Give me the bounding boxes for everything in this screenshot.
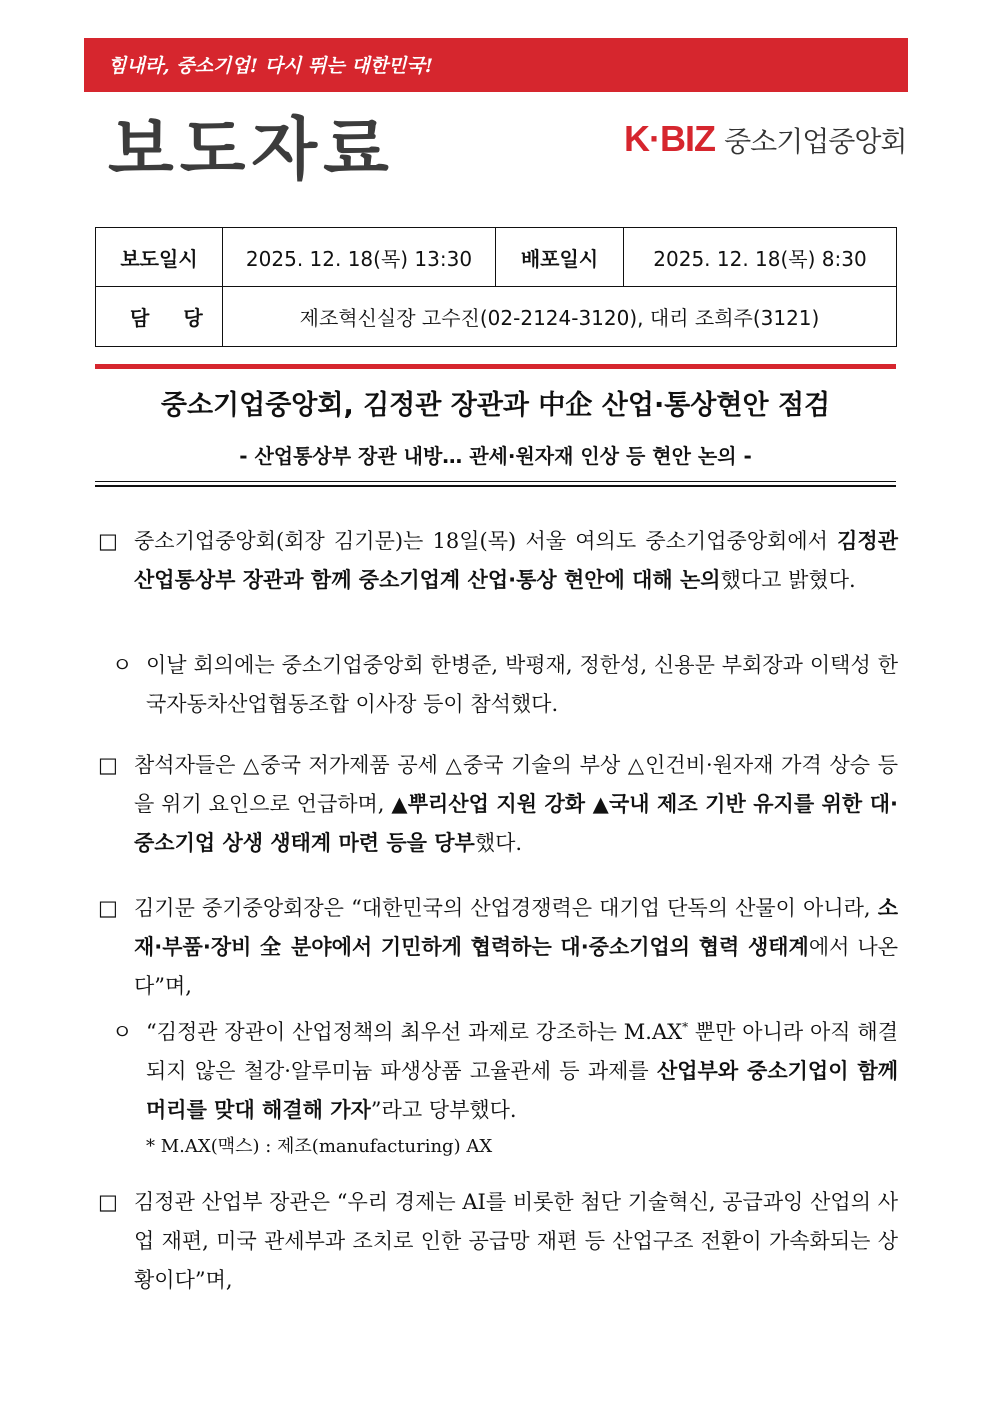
release-info-table [95,227,897,347]
square-bullet-icon: □ [98,753,118,777]
kbiz-logo [624,118,906,160]
press-subtitle: - 산업통상부 장관 내방… 관세·원자재 인상 등 현안 논의 - [239,444,752,468]
paragraph-2: □ 참석자들은 △중국 저가제품 공세 △중국 기술의 부상 △인건비·원자재 가격 상승 등을 위기 요인으로 언급하며, ▲뿌리산업 지원 강화 ▲국내 제조 기반 유지를 위한 대·중소기업 상생 생태계 마련 등을 당부했다. [98,746,898,863]
distribution-date-value: 2025. 12. 18(목) 8:30 [624,228,897,287]
circle-bullet-icon: ㅇ [112,1020,133,1044]
logo-mark: K·BIZ [624,118,715,159]
title-divider [95,364,896,369]
document-type-heading: 보도자료 [108,111,395,190]
slogan-banner [84,38,908,92]
press-title: 중소기업중앙회, 김정관 장관과 中企 산업·통상현안 점검 [160,390,831,421]
distribution-date-label: 배포일시 [496,228,624,287]
square-bullet-icon: □ [98,1190,118,1214]
footnote: * M.AX(맥스) : 제조(manufacturing) AX [146,1136,493,1157]
paragraph-1-sub: ㅇ 이날 회의에는 중소기업중앙회 한병준, 박평재, 정한성, 신용문 부회장과 이택성 한국자동차산업협동조합 이사장 등이 참석했다. [112,646,898,724]
paragraph-4: □ 김정관 산업부 장관은 “우리 경제는 AI를 비롯한 첨단 기술혁신, 공급과잉 산업의 사업 재편, 미국 관세부과 조치로 인한 공급망 재편 등 산업구조 전환이 가속화되는 상황이다”며, [98,1183,898,1300]
paragraph-3: □ 김기문 중기중앙회장은 “대한민국의 산업경쟁력은 대기업 단독의 산물이 아니라, 소재·부품·장비 全 분야에서 기민하게 협력하는 대·중소기업의 협력 생태계에서 나온다”며, [98,889,898,1006]
square-bullet-icon: □ [98,896,118,920]
circle-bullet-icon: ㅇ [112,653,133,677]
square-bullet-icon: □ [98,529,118,553]
paragraph-3-sub: ㅇ “김정관 장관이 산업정책의 최우선 과제로 강조하는 M.AX* 뿐만 아니라 아직 해결되지 않은 철강·알루미늄 파생상품 고율관세 등 과제를 산업부와 중소기업이 함께 머리를 맞대 해결해 가자”라고 당부했다. [112,1013,898,1130]
manager-label: 담당 [96,287,223,347]
release-date-value: 2025. 12. 18(목) 13:30 [223,228,496,287]
subtitle-rule-thin [95,481,896,482]
manager-contact: 제조혁신실장 고수진(02-2124-3120), 대리 조희주(3121) [223,287,897,347]
slogan-text: 힘내라, 중소기업! 다시 뛰는 대한민국! [108,55,434,77]
release-date-label: 보도일시 [96,228,223,287]
paragraph-1: □ 중소기업중앙회(회장 김기문)는 18일(목) 서울 여의도 중소기업중앙회에서 김정관 산업통상부 장관과 함께 중소기업계 산업·통상 현안에 대해 논의했다고 밝혔다. [98,522,898,600]
logo-org-name: 중소기업중앙회 [724,125,907,158]
subtitle-rule-thick [95,485,896,487]
